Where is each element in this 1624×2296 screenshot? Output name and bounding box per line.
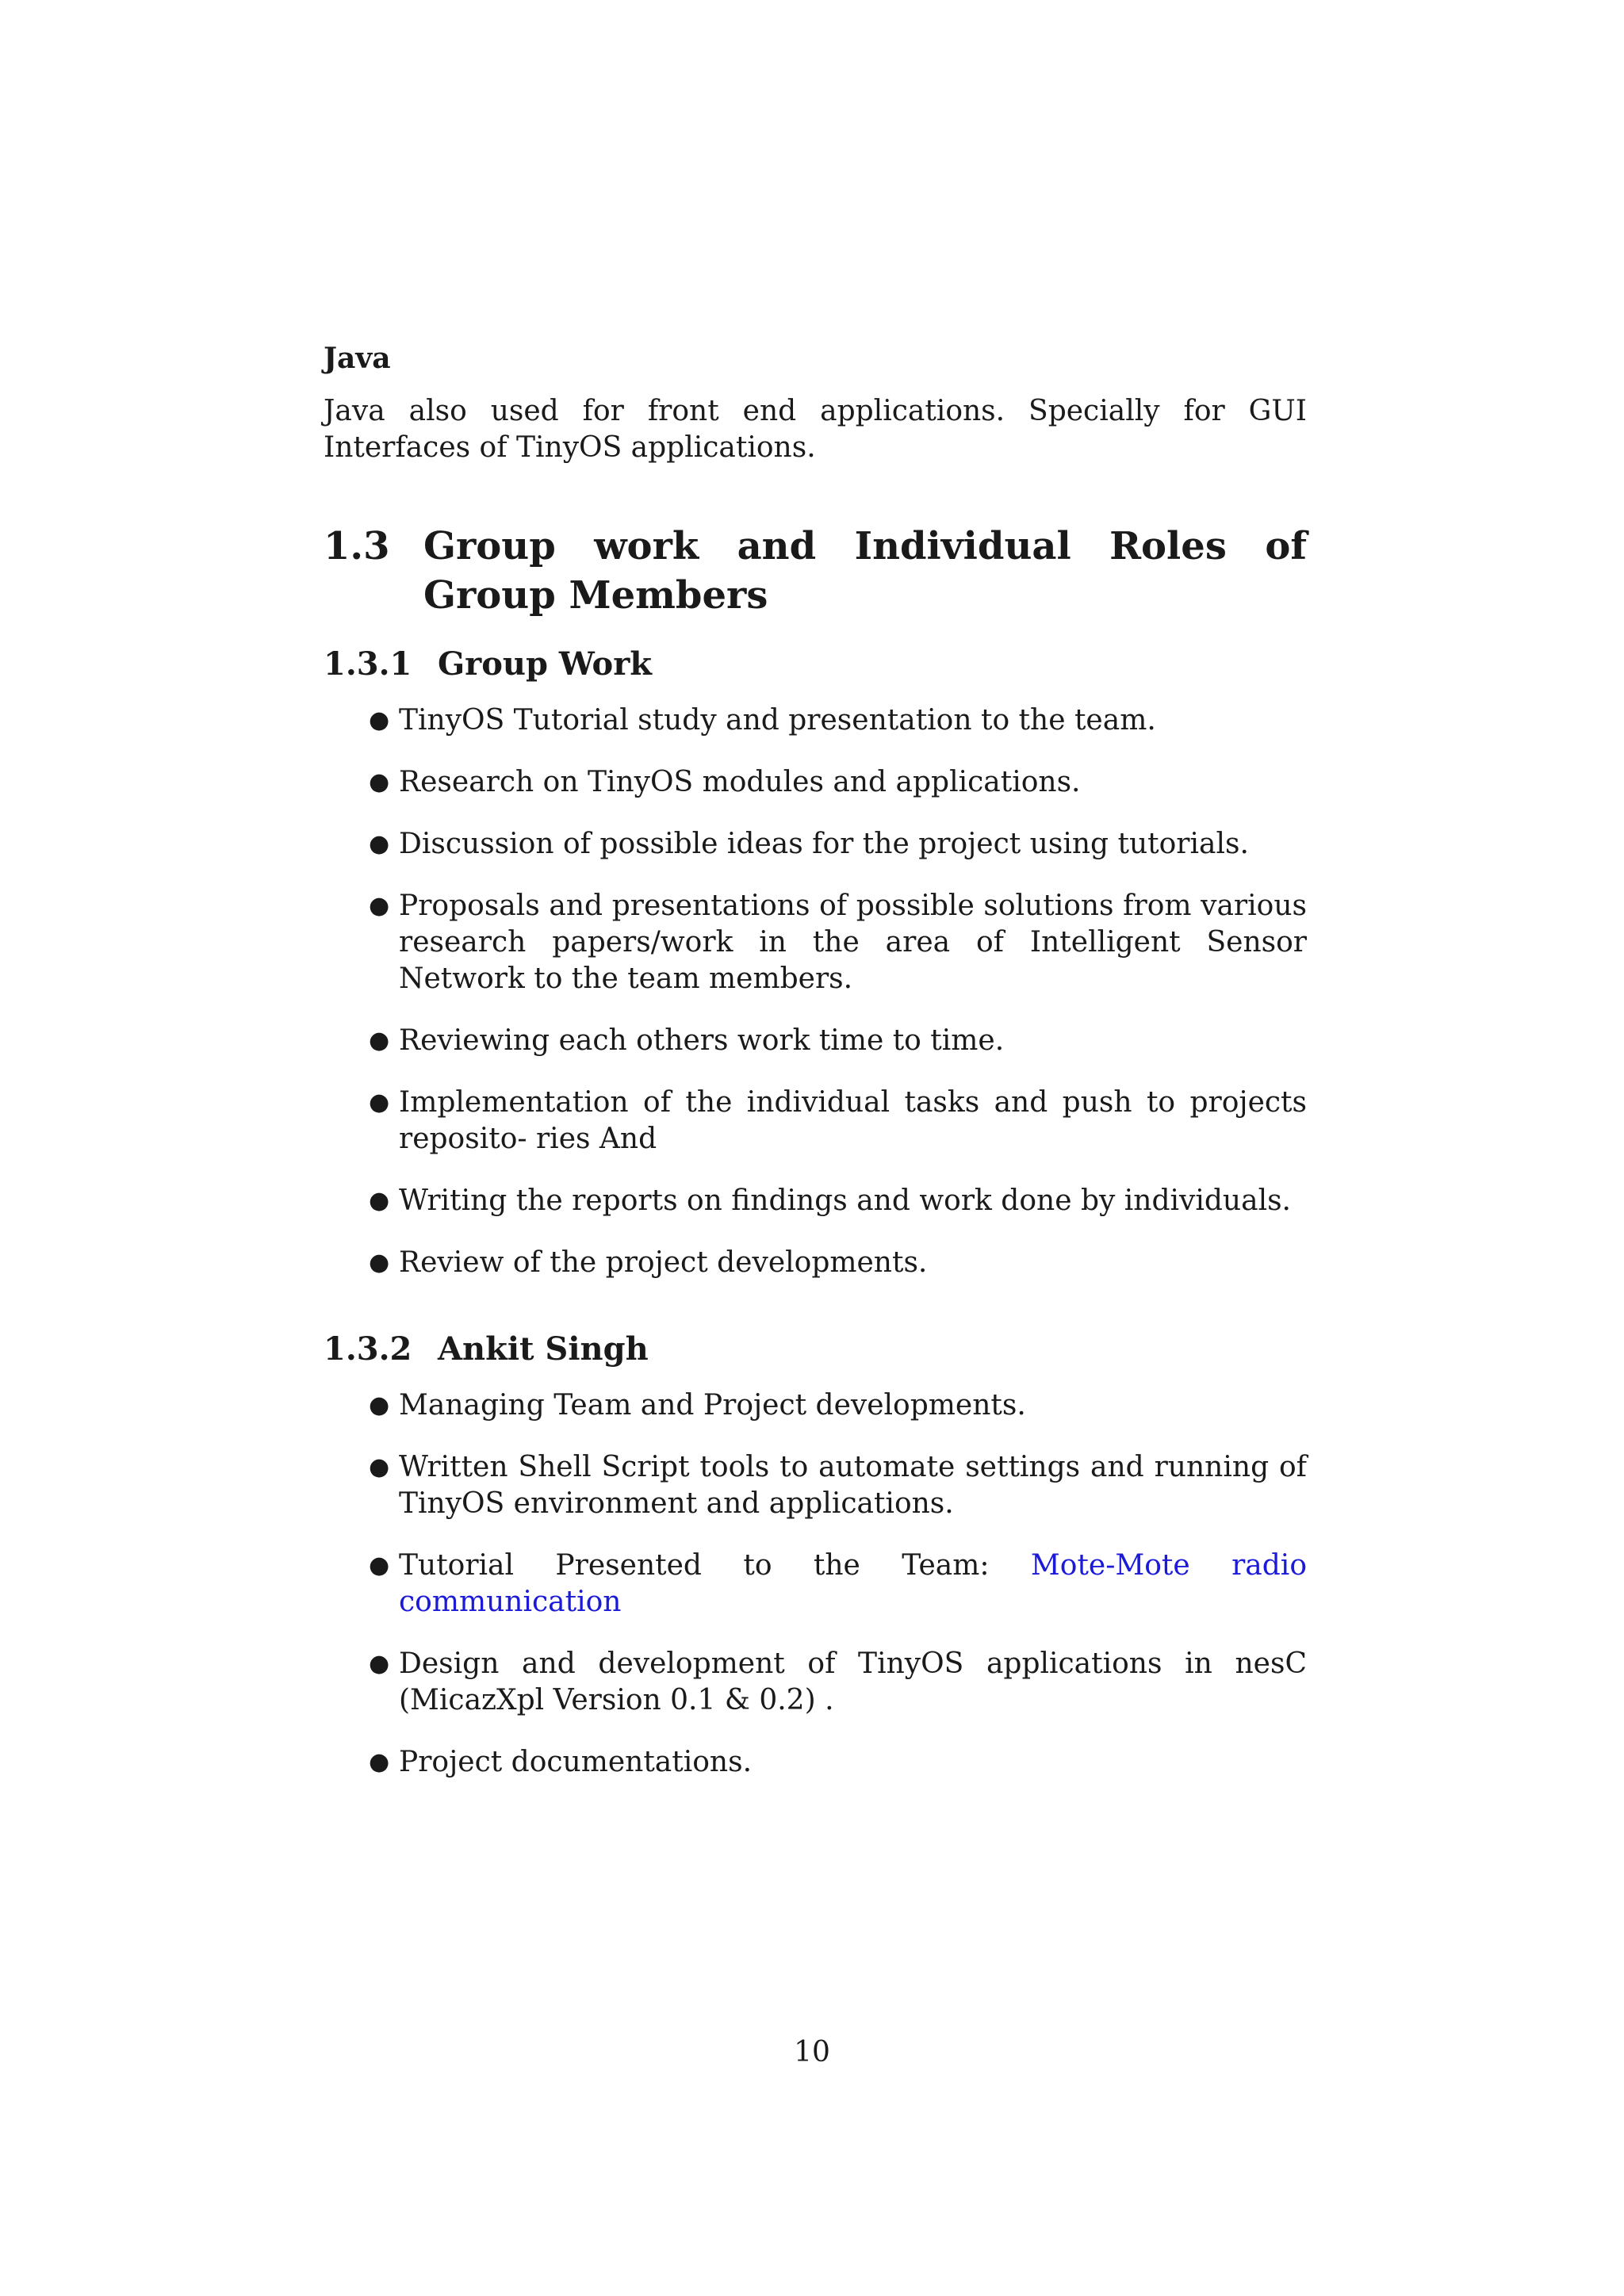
bullet-icon: ●: [369, 768, 390, 796]
list-item: ● Proposals and presentations of possible solutions from various research papers/work in the area of Intelligent Sensor Network to the team members.: [369, 890, 1307, 995]
page-number: 10: [794, 2036, 830, 2068]
subsection-number: 1.3.2: [324, 1330, 412, 1368]
document-page: [324, 339, 1307, 1806]
bullet-icon: ●: [369, 1249, 390, 1276]
section-title: Group work and Individual Roles of Group Members: [423, 524, 1307, 618]
bullet-icon: ●: [369, 1391, 390, 1419]
java-heading: Java: [324, 342, 391, 375]
list-item: ● Tutorial Presented to the Team: Mote-Mote radio communication: [369, 1549, 1307, 1618]
list-item: ● Managing Team and Project developments.: [399, 1387, 1307, 1424]
subsection-title: Ankit Singh: [438, 1330, 649, 1368]
section-heading: [324, 522, 1307, 620]
bullet-icon: ●: [369, 1453, 390, 1481]
bullet-icon: ●: [369, 1552, 390, 1579]
bullet-icon: ●: [369, 1748, 390, 1776]
list-item: ● TinyOS Tutorial study and presentation to the team.: [399, 702, 1307, 739]
bullet-icon: ●: [369, 1027, 390, 1054]
bullet-icon: ●: [369, 892, 390, 920]
list-item: ● Review of the project developments.: [399, 1245, 1307, 1281]
list-item: ● Design and development of TinyOS applications in nesC (MicazXpl Version 0.1 & 0.2) .: [369, 1647, 1307, 1716]
section-number: 1.3: [324, 524, 390, 568]
bullet-icon: ●: [369, 1089, 390, 1116]
bullet-icon: ●: [369, 1650, 390, 1678]
list-item: ● Research on TinyOS modules and applications.: [399, 764, 1307, 801]
bullet-icon: ●: [369, 1187, 390, 1215]
subsection-ankit-singh: [324, 1329, 1307, 1370]
list-item: ● Written Shell Script tools to automate settings and running of TinyOS environment and applications.: [369, 1451, 1307, 1520]
list-item: ● Project documentations.: [399, 1744, 1307, 1781]
subsection-title: Group Work: [438, 645, 653, 683]
list-item: ● Discussion of possible ideas for the project using tutorials.: [399, 826, 1307, 863]
subsection-number: 1.3.1: [324, 645, 412, 683]
list-item: ● Implementation of the individual tasks and push to projects reposito- ries And: [369, 1086, 1307, 1155]
tutorial-link[interactable]: Mote-Mote radio communication: [399, 1549, 1307, 1618]
bullet-icon: ●: [369, 830, 390, 858]
bullet-icon: ●: [369, 706, 390, 734]
subsection-group-work: [324, 644, 1307, 685]
list-item: ● Reviewing each others work time to time.: [399, 1023, 1307, 1059]
group-work-list: [324, 702, 1307, 1281]
list-item: ● Writing the reports on findings and work done by individuals.: [399, 1183, 1307, 1219]
ankit-singh-list: [324, 1387, 1307, 1781]
java-paragraph: Java also used for front end applications. Specially for GUI Interfaces of TinyOS applications.: [324, 395, 1307, 464]
